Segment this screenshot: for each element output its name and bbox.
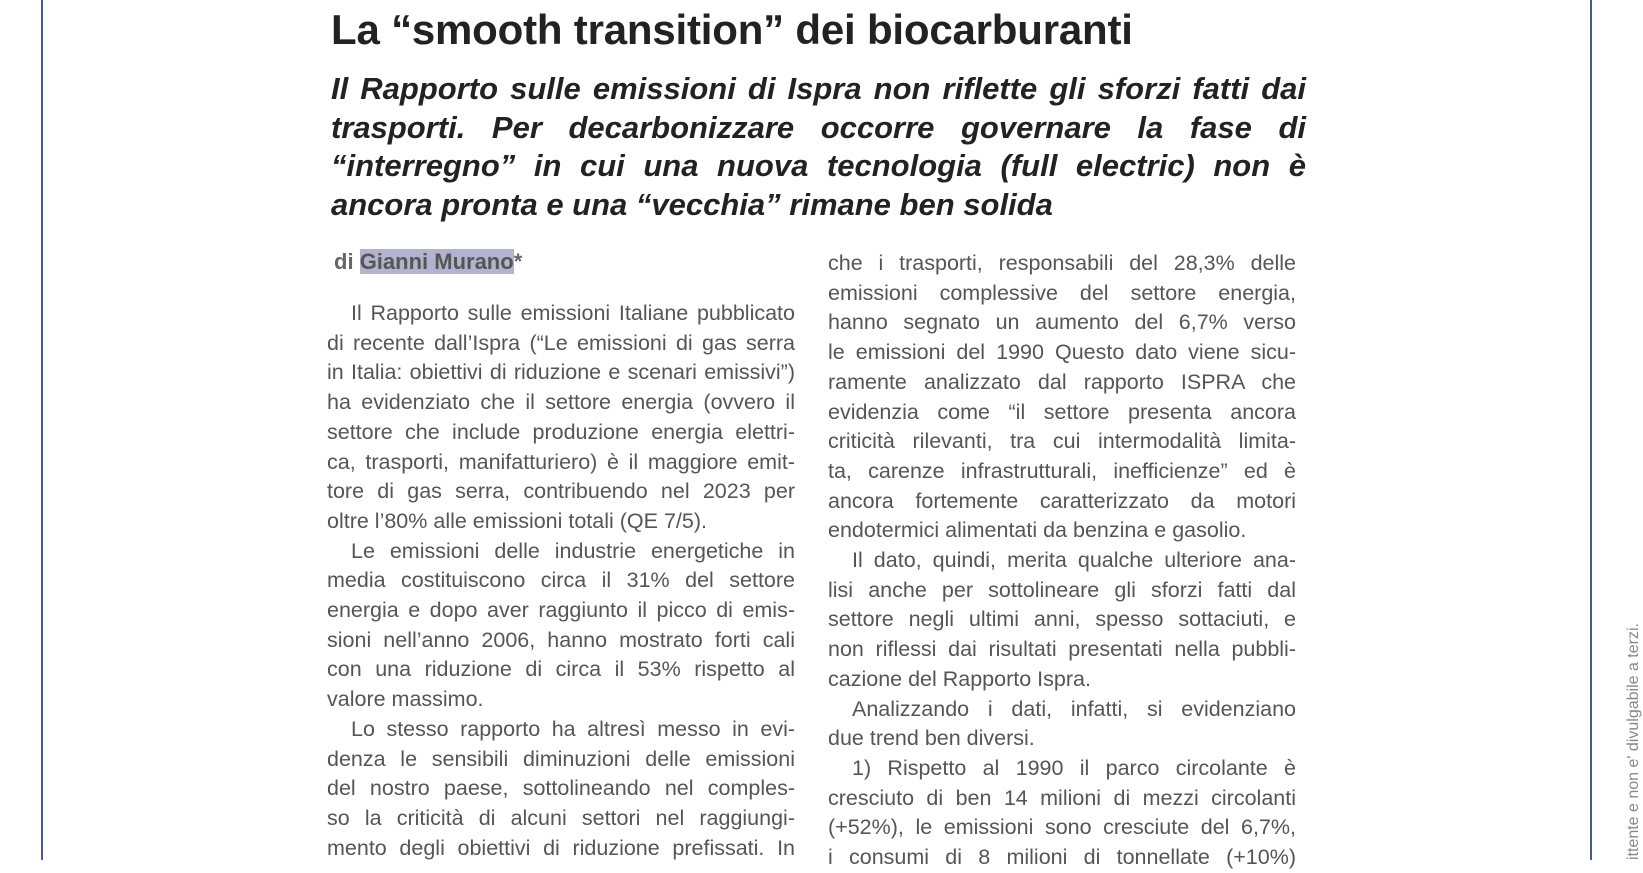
- text-line: so la criticità di alcuni settori nel raggiungi-: [327, 805, 795, 830]
- text-line: evidenzia come “il settore presenta ancora: [828, 399, 1296, 424]
- article-column-left: [327, 299, 795, 863]
- text-line: ta, carenze infrastrutturali, inefficienze” ed è: [828, 458, 1296, 483]
- text-line: cresciuto di ben 14 milioni di mezzi circolanti: [828, 785, 1296, 810]
- text-line: i consumi di 8 milioni di tonnellate (+10%): [828, 845, 1296, 870]
- author-name[interactable]: Gianni Murano: [359, 249, 514, 274]
- text-line: Il Rapporto sulle emissioni Italiane pubblicato: [351, 301, 795, 325]
- text-line: due trend ben diversi.: [828, 726, 1035, 751]
- text-line: settore che include produzione energia elettri-: [327, 419, 795, 444]
- text-line: energia e dopo aver raggiunto il picco di emis-: [327, 598, 795, 623]
- text-line: denza le sensibili diminuzioni delle emissioni: [327, 746, 795, 771]
- text-line: del nostro paese, sottolineando nel comples-: [327, 776, 795, 801]
- text-line: lisi anche per sottolineare gli sforzi fatti dal: [828, 577, 1296, 602]
- text-line: cazione del Rapporto Ispra.: [828, 666, 1091, 691]
- text-line: (+52%), le emissioni sono cresciute del 6,7%,: [828, 815, 1296, 840]
- text-line: ca, trasporti, manifatturiero) è il maggiore emit-: [327, 449, 795, 474]
- text-line: oltre l’80% alle emissioni totali (QE 7/5).: [327, 508, 707, 533]
- text-line: in Italia: obiettivi di riduzione e scenari emissivi”): [327, 360, 795, 385]
- byline-prefix: di: [334, 249, 354, 274]
- vertical-disclaimer: ittente e non e' divulgabile a terzi.: [1625, 623, 1642, 860]
- text-line: non riflessi dai risultati presentati nella pubbli-: [828, 637, 1296, 662]
- text-line: endotermici alimentati da benzina e gasolio.: [828, 518, 1247, 543]
- article-column-right: [828, 249, 1296, 873]
- text-line: criticità rilevanti, tra cui intermodalità limita-: [828, 429, 1296, 454]
- text-line: tore di gas serra, contribuendo nel 2023 per: [327, 479, 795, 504]
- text-line: ramente analizzato dal rapporto ISPRA che: [828, 369, 1296, 394]
- byline: [334, 249, 522, 275]
- text-line: ancora fortemente caratterizzato da motori: [828, 488, 1296, 513]
- text-line: Il dato, quindi, merita qualche ulteriore ana-: [852, 548, 1296, 573]
- byline-asterisk: *: [513, 249, 523, 274]
- page-frame-left: [41, 0, 43, 860]
- text-line: 1) Rispetto al 1990 il parco circolante è: [852, 755, 1296, 780]
- text-line: Analizzando i dati, infatti, si evidenziano: [852, 696, 1296, 721]
- page-frame-right: [1590, 0, 1592, 860]
- text-line: ha evidenziato che il settore energia (ovvero il: [327, 390, 795, 415]
- text-line: Lo stesso rapporto ha altresì messo in evi-: [351, 716, 795, 741]
- text-line: che i trasporti, responsabili del 28,3% delle: [828, 251, 1296, 275]
- text-line: emissioni complessive del settore energia,: [828, 280, 1296, 305]
- text-line: mento degli obiettivi di riduzione prefissati. In: [327, 835, 795, 860]
- text-line: con una riduzione di circa il 53% rispetto al: [327, 657, 795, 682]
- article-title: La “smooth transition” dei biocarburanti: [331, 6, 1133, 53]
- text-line: Le emissioni delle industrie energetiche in: [351, 538, 795, 563]
- text-line: hanno segnato un aumento del 6,7% verso: [828, 310, 1296, 335]
- text-line: le emissioni del 1990 Questo dato viene sicu-: [828, 340, 1296, 365]
- text-line: sioni nell’anno 2006, hanno mostrato forti cali: [327, 627, 795, 652]
- text-line: di recente dall’Ispra (“Le emissioni di gas serra: [327, 330, 795, 355]
- text-line: settore negli ultimi anni, spesso sottaciuti, e: [828, 607, 1296, 632]
- text-line: media costituiscono circa il 31% del settore: [327, 568, 795, 593]
- text-line: valore massimo.: [327, 687, 484, 712]
- article-subtitle: Il Rapporto sulle emissioni di Ispra non riflette gli sforzi fatti dai trasporti. Per decarbonizzare occorre governare la fase di “interregno” in cui una nuova tecnologia (full electric) non è ancora pronta e una “vecchia” rimane ben solida: [331, 71, 1306, 222]
